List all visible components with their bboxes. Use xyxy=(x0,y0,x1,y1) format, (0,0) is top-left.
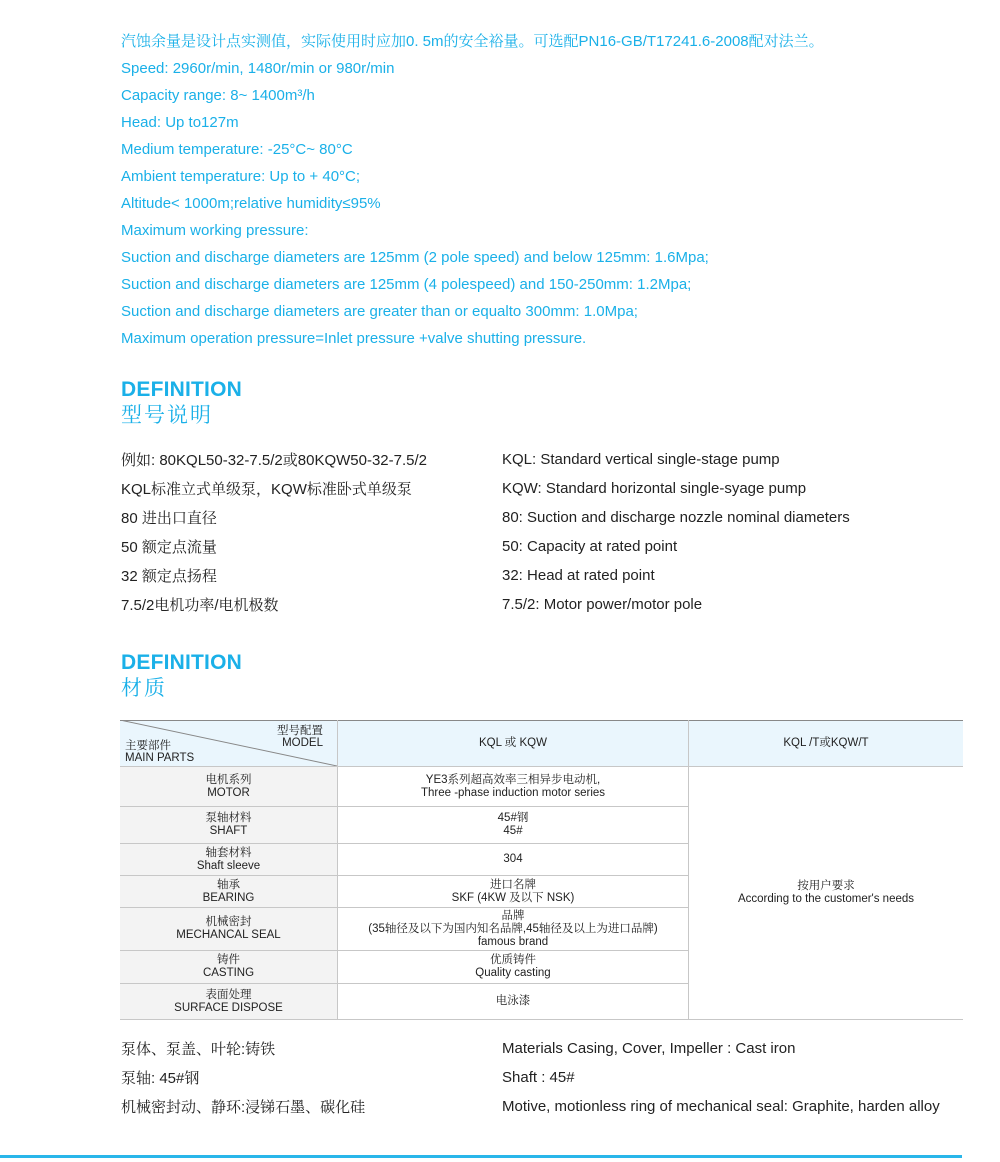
material-definition-heading xyxy=(121,650,242,702)
definition-row xyxy=(121,561,981,590)
definition-cn: 50 额定点流量 xyxy=(121,539,217,556)
section-title-cn: 型号说明 xyxy=(121,404,213,427)
material-row xyxy=(121,1034,981,1063)
definition-en: 7.5/2: Motor power/motor pole xyxy=(502,596,703,613)
spec-line: Suction and discharge diameters are greater than or equalto 300mm: 1.0Mpa; xyxy=(121,303,638,320)
spec-line: Suction and discharge diameters are 125mm (2 pole speed) and below 125mm: 1.6Mpa; xyxy=(121,249,709,266)
part-name-cn: 泵轴材料 xyxy=(205,812,252,824)
part-name-en: MECHANCAL SEAL xyxy=(176,929,281,941)
value-line: 304 xyxy=(503,853,523,865)
materials-list xyxy=(121,1034,981,1121)
material-en: Motive, motionless ring of mechanical seal: Graphite, harden alloy xyxy=(502,1098,940,1115)
part-cell xyxy=(120,984,337,1019)
spec-line: 汽蚀余量是设计点实测值，实际使用时应加0. 5m的安全裕量。可选配PN16-GB/T17241.6-2008配对法兰。 xyxy=(121,33,824,50)
definition-cn: 32 额定点扬程 xyxy=(121,568,217,585)
spec-line: Maximum working pressure: xyxy=(121,222,309,239)
spec-line: Suction and discharge diameters are 125mm (4 polespeed) and 150-250mm: 1.2Mpa; xyxy=(121,276,692,293)
value-cell xyxy=(338,807,688,843)
model-definition-list xyxy=(121,445,981,619)
part-cell xyxy=(120,844,337,875)
parts-label xyxy=(125,740,194,764)
value-line: Quality casting xyxy=(475,967,551,979)
part-name-en: CASTING xyxy=(202,967,255,979)
definition-row xyxy=(121,474,981,503)
definition-en: KQL: Standard vertical single-stage pump xyxy=(502,451,780,468)
part-name-en: SURFACE DISPOSE xyxy=(174,1001,283,1014)
merged-text-cn: 按用户要求 xyxy=(797,880,855,892)
parts-label-cn: 主要部件 xyxy=(125,740,171,752)
spec-line: Speed: 2960r/min, 1480r/min or 980r/min xyxy=(121,60,395,77)
value-line: 优质铸件 xyxy=(490,954,536,966)
spec-list xyxy=(121,28,981,352)
definition-cn: 80 进出口直径 xyxy=(121,510,217,527)
value-line: famous brand xyxy=(477,935,549,948)
part-cell xyxy=(120,908,337,950)
definition-cn: 7.5/2电机功率/电机极数 xyxy=(121,597,279,614)
value-cell xyxy=(338,844,688,875)
bottom-divider xyxy=(0,1155,962,1158)
model-label-en: MODEL xyxy=(282,737,323,749)
definition-row xyxy=(121,445,981,474)
definition-cn: KQL标准立式单级泵，KQW标准卧式单级泵 xyxy=(121,481,412,498)
value-cell xyxy=(338,908,688,950)
table-rule xyxy=(120,1019,963,1020)
material-row xyxy=(121,1092,981,1121)
model-label-cn: 型号配置 xyxy=(277,725,323,737)
value-line: 品牌 xyxy=(501,909,525,922)
parts-label-en: MAIN PARTS xyxy=(125,752,195,764)
part-name-cn: 表面处理 xyxy=(205,988,252,1001)
value-line: 45# xyxy=(503,825,523,837)
part-cell xyxy=(120,807,337,843)
definition-en: KQW: Standard horizontal single-syage pump xyxy=(502,480,807,497)
table-corner-header xyxy=(120,720,337,766)
model-definition-heading xyxy=(121,377,242,429)
part-cell xyxy=(120,951,337,983)
material-cn: 机械密封动、静环:浸锑石墨、碳化硅 xyxy=(121,1099,366,1116)
part-name-en: Shaft sleeve xyxy=(196,859,261,872)
column-header: KQL 或 KQW xyxy=(479,736,547,749)
part-name-cn: 电机系列 xyxy=(205,773,252,786)
part-name-cn: 机械密封 xyxy=(205,916,252,928)
part-cell xyxy=(120,767,337,806)
spec-line: Ambient temperature: Up to + 40°C; xyxy=(121,168,361,185)
value-cell xyxy=(338,876,688,907)
value-cell xyxy=(338,767,688,806)
part-name-cn: 轴承 xyxy=(217,878,240,891)
value-line: 45#钢 xyxy=(497,812,529,824)
value-line: SKF (4KW 及以下 NSK) xyxy=(451,891,575,904)
definition-en: 80: Suction and discharge nozzle nominal diameters xyxy=(502,509,850,526)
spec-line: Head: Up to127m xyxy=(121,114,239,131)
value-line: 电泳漆 xyxy=(495,995,531,1007)
value-line: (35轴径及以下为国内知名品牌,45轴径及以上为进口品牌) xyxy=(368,922,658,935)
merged-customer-cell xyxy=(689,767,963,1019)
value-cell xyxy=(338,951,688,983)
part-name-en: SHAFT xyxy=(209,825,248,837)
value-line: YE3系列超高效率三相异步电动机, xyxy=(425,773,601,786)
material-en: Shaft : 45# xyxy=(502,1069,575,1086)
value-line: 进口名牌 xyxy=(490,878,536,891)
definition-row xyxy=(121,503,981,532)
section-title-en: DEFINITION xyxy=(121,378,242,401)
definition-en: 50: Capacity at rated point xyxy=(502,538,678,555)
material-cn: 泵体、泵盖、叶轮:铸铁 xyxy=(121,1041,276,1058)
value-line: Three -phase induction motor series xyxy=(420,786,606,799)
model-label xyxy=(277,725,323,749)
spec-line: Medium temperature: -25°C~ 80°C xyxy=(121,141,353,158)
definition-row xyxy=(121,590,981,619)
part-name-cn: 铸件 xyxy=(217,954,240,966)
material-table xyxy=(120,720,963,1020)
definition-row xyxy=(121,532,981,561)
definition-cn: 例如: 80KQL50-32-7.5/2或80KQW50-32-7.5/2 xyxy=(121,452,427,469)
section-title-en: DEFINITION xyxy=(121,651,242,674)
part-name-en: BEARING xyxy=(202,891,255,904)
part-cell xyxy=(120,876,337,907)
material-cn: 泵轴: 45#钢 xyxy=(121,1070,200,1087)
column-header: KQL /T或KQW/T xyxy=(783,736,869,749)
part-name-cn: 轴套材料 xyxy=(205,846,252,859)
part-name-en: MOTOR xyxy=(207,786,250,799)
section-title-cn: 材质 xyxy=(121,677,167,700)
material-row xyxy=(121,1063,981,1092)
definition-en: 32: Head at rated point xyxy=(502,567,655,584)
spec-line: Capacity range: 8~ 1400m³/h xyxy=(121,87,315,104)
spec-line: Altitude< 1000m;relative humidity≤95% xyxy=(121,195,381,212)
material-en: Materials Casing, Cover, Impeller : Cast iron xyxy=(502,1040,796,1057)
value-cell xyxy=(338,984,688,1019)
spec-line: Maximum operation pressure=Inlet pressure +valve shutting pressure. xyxy=(121,330,587,347)
merged-text-en: According to the customer's needs xyxy=(737,893,915,905)
